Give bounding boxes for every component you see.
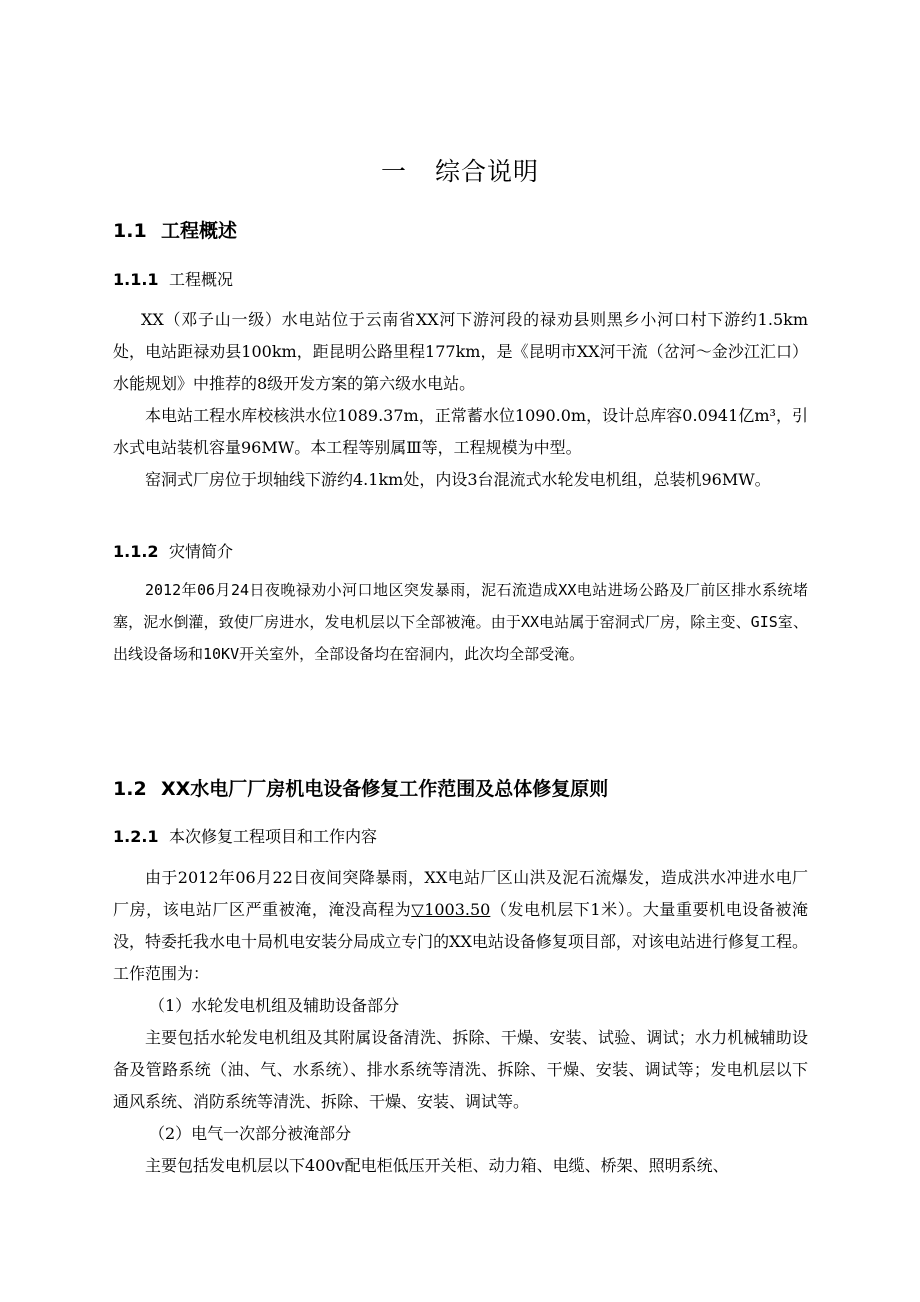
section-number: 1.2.1 <box>113 827 159 846</box>
scope-item-2: （2）电气一次部分被淹部分 <box>149 1124 352 1143</box>
section-heading-1-1-1 <box>113 267 233 290</box>
section-heading-1-2 <box>113 774 608 801</box>
paragraph-flood-scope <box>113 862 808 990</box>
section-title: 工程概况 <box>169 270 234 289</box>
paragraph-powerhouse: 窑洞式厂房位于坝轴线下游约4.1km处，内设3台混流式水轮发电机组，总装机96MW。 <box>145 470 771 489</box>
paragraph-turbine-scope: 主要包括水轮发电机组及其附属设备清洗、拆除、干燥、安装、试验、调试；水力机械辅助设备及管路系统（油、气、水系统）、排水系统等清洗、拆除、干燥、安装、调试等；发电机层以下通风系统、消防系统等清洗、拆除、干燥、安装、调试等。 <box>113 1028 808 1111</box>
paragraph-reservoir: 本电站工程水库校核洪水位1089.37m，正常蓄水位1090.0m，设计总库容0.0941亿m³，引水式电站装机容量96MW。本工程等别属Ⅲ等，工程规模为中型。 <box>113 406 808 457</box>
chapter-title-text: 综合说明 <box>435 157 540 186</box>
section-heading-1-1-2 <box>113 539 233 562</box>
section-title: XX水电厂厂房机电设备修复工作范围及总体修复原则 <box>161 778 609 800</box>
section-heading-1-1 <box>113 216 237 243</box>
paragraph-overview: XX（邓子山一级）水电站位于云南省XX河下游河段的禄劝县则黑乡小河口村下游约1.5km处，电站距禄劝县100km，距昆明公路里程177km，是《昆明市XX河干流（岔河～金沙江汇口）水能规划》中推荐的8级开发方案的第六级水电站。 <box>113 310 808 393</box>
flood-elevation: ▽1003.50 <box>411 900 491 919</box>
chapter-title <box>0 152 920 188</box>
section-title: 工程概述 <box>161 220 238 242</box>
section-title: 灾情简介 <box>169 542 234 561</box>
chapter-number: 一 <box>380 157 407 186</box>
flood-text-after: （发电机层下1米）。大量重要机电设备被淹没，特委托我水电十局机电安装分局成立专门的XX电站设备修复项目部，对该电站进行修复工程。工作范围为： <box>113 900 808 983</box>
section-heading-1-2-1 <box>113 824 377 847</box>
section-number: 1.1.1 <box>113 270 159 289</box>
scope-item-1: （1）水轮发电机组及辅助设备部分 <box>149 996 400 1015</box>
section-title: 本次修复工程项目和工作内容 <box>169 827 378 846</box>
section-number: 1.1 <box>113 220 147 242</box>
paragraph-electrical-scope: 主要包括发电机层以下400v配电柜低压开关柜、动力箱、电缆、桥架、照明系统、 <box>145 1156 729 1175</box>
section-number: 1.1.2 <box>113 542 159 561</box>
paragraph-disaster: 2012年06月24日夜晚禄劝小河口地区突发暴雨，泥石流造成XX电站进场公路及厂前区排水系统堵塞，泥水倒灌，致使厂房进水，发电机层以下全部被淹。由于XX电站属于窑洞式厂房，除主变、GIS室、出线设备场和10KV开关室外，全部设备均在窑洞内，此次均全部受淹。 <box>113 581 808 663</box>
section-number: 1.2 <box>113 778 147 800</box>
flood-text-before: 由于2012年06月22日夜间突降暴雨，XX电站厂区山洪及泥石流爆发，造成洪水冲进水电厂厂房，该电站厂区严重被淹，淹没高程为 <box>113 868 808 919</box>
